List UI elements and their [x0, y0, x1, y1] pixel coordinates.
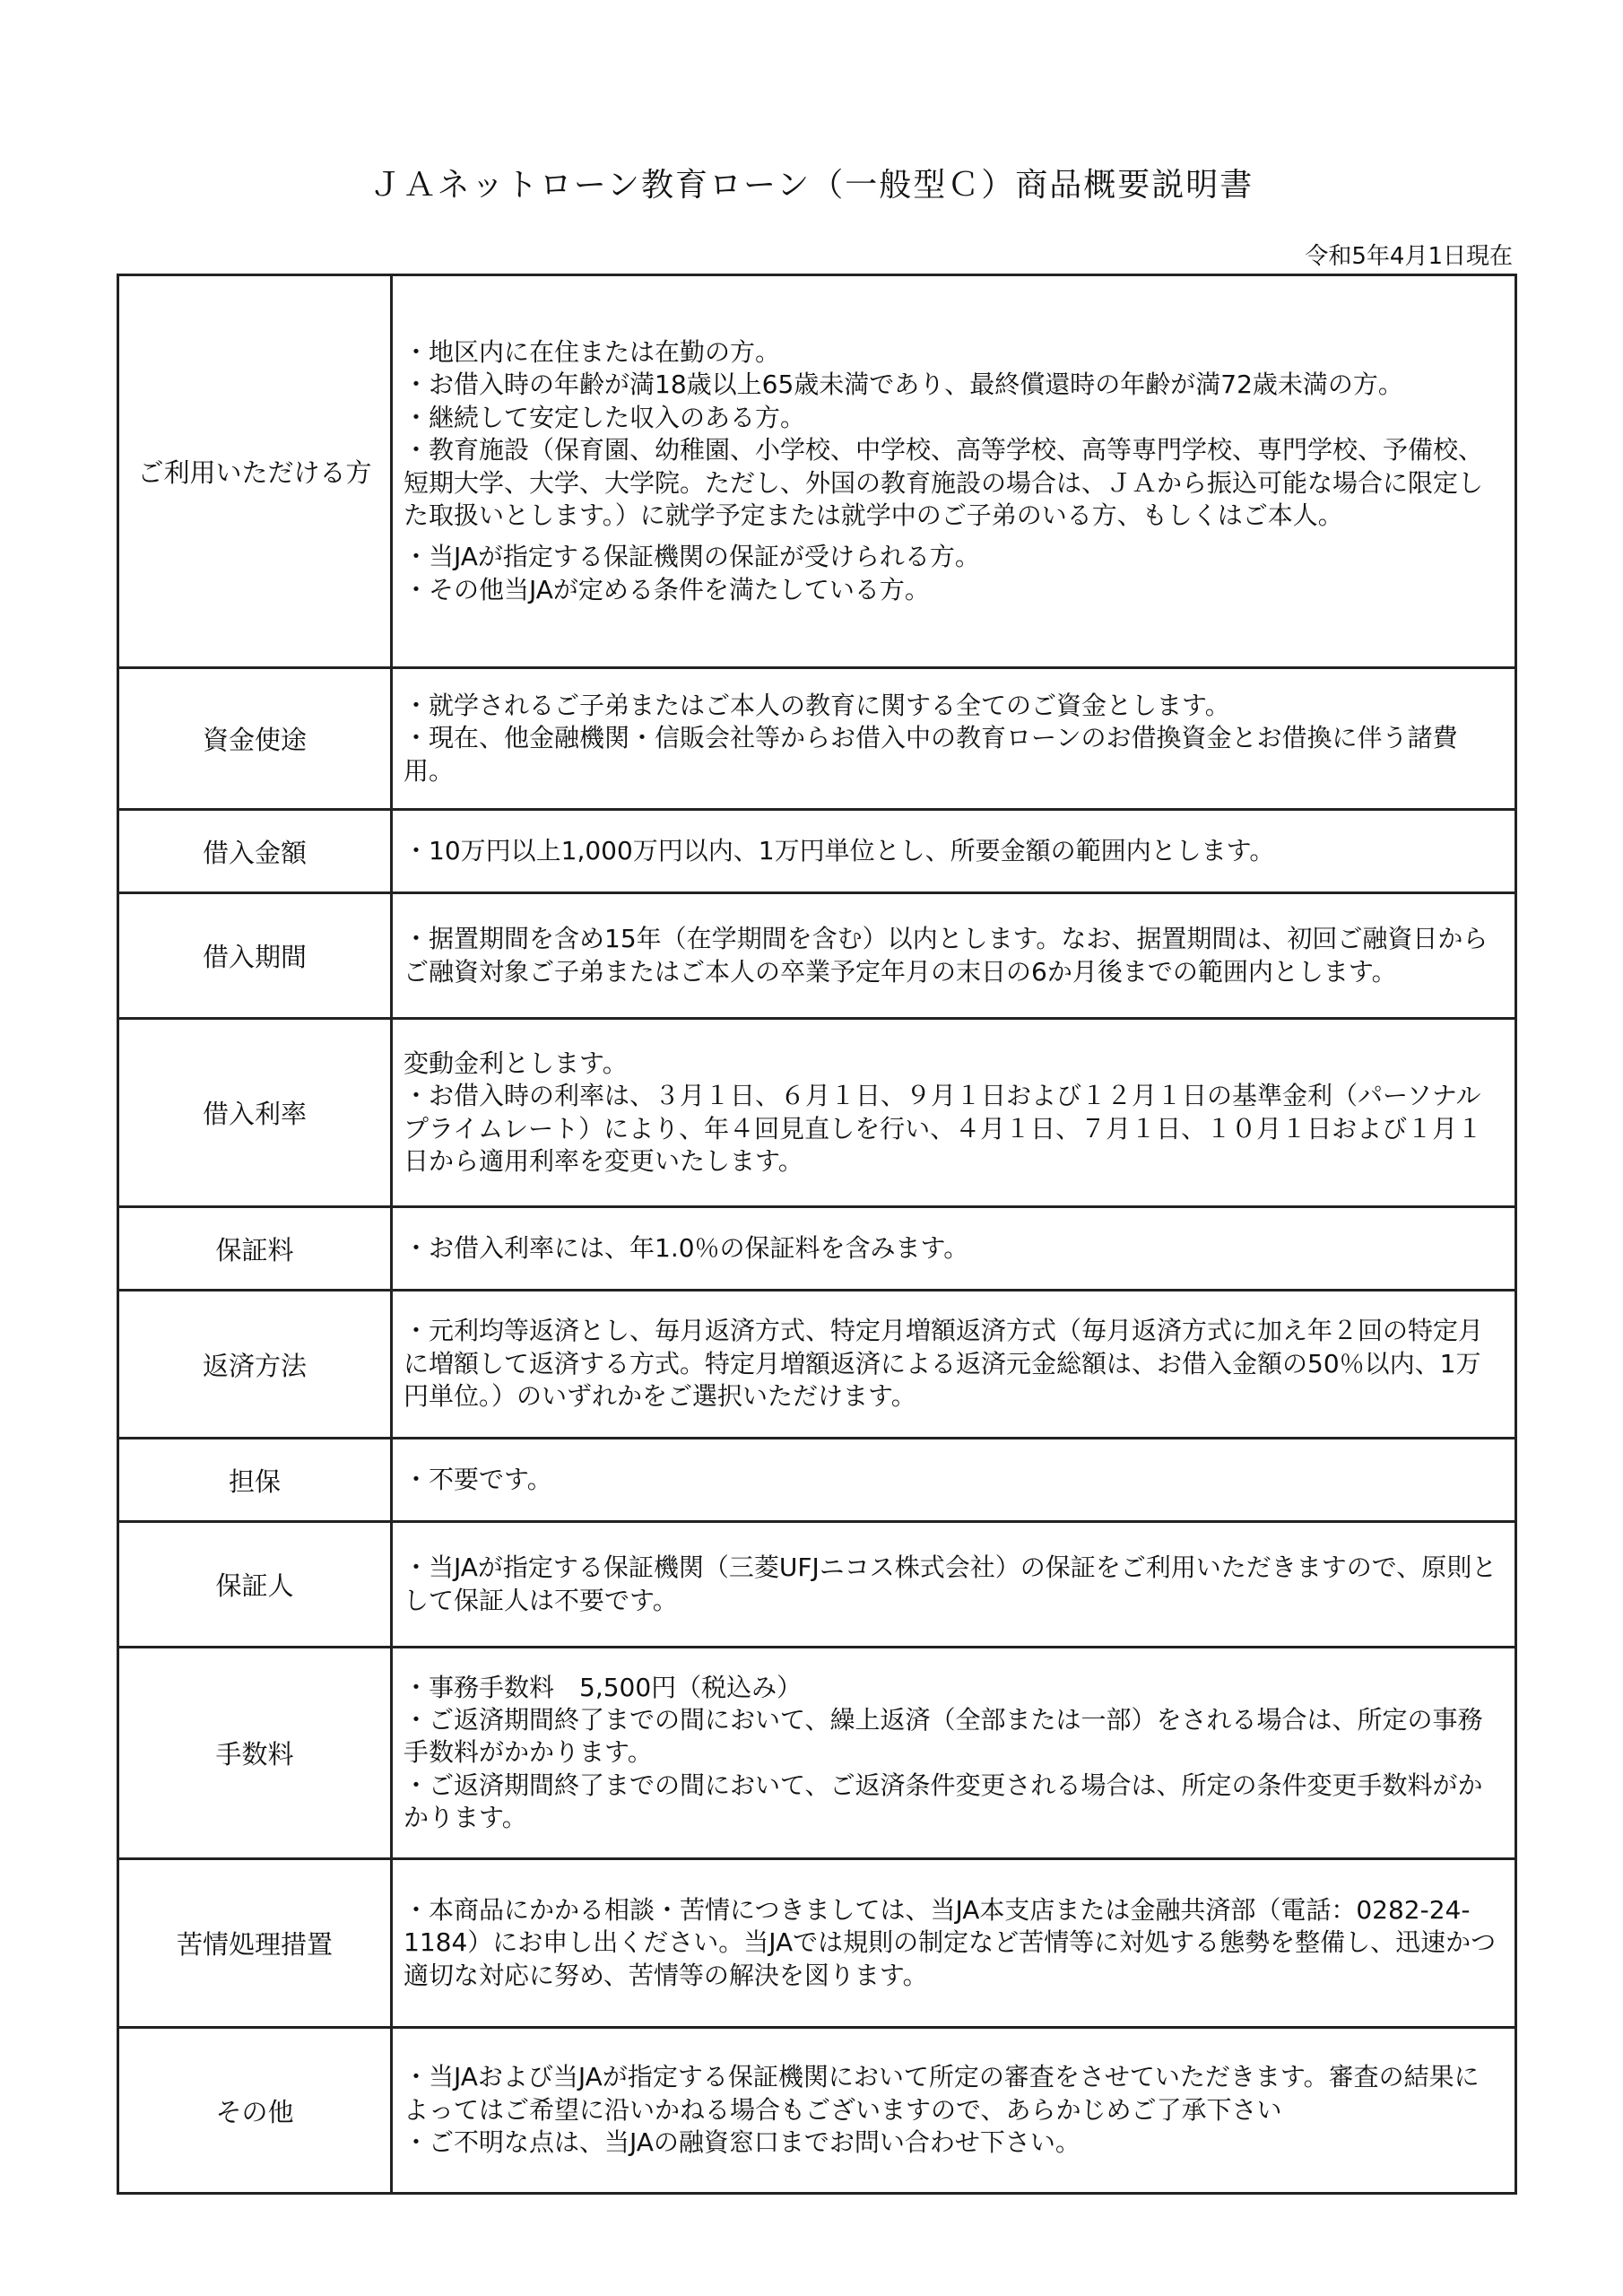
- content-line: 変動金利とします。: [404, 1048, 628, 1078]
- table-row: [118, 1522, 1516, 1648]
- content-line: ・当JAが指定する保証機関（三菱UFJニコス株式会社）の保証をご利用いただきますので、原則として保証人は不要です。: [404, 1552, 1497, 1615]
- content-line: ・継続して安定した収入のある方。: [404, 402, 806, 432]
- row-label: 苦情処理措置: [118, 1859, 392, 2028]
- row-content: [392, 1859, 1516, 2028]
- row-label: 資金使途: [118, 668, 392, 810]
- content-line: ・お借入時の年齢が満18歳以上65歳未満であり、最終償還時の年齢が満72歳未満の方。: [404, 370, 1403, 400]
- table-row: [118, 1207, 1516, 1291]
- content-line: ・不要です。: [404, 1464, 552, 1494]
- row-content: [392, 1207, 1516, 1291]
- table-row: [118, 893, 1516, 1019]
- content-line: ・事務手数料 5,500円（税込み）: [404, 1672, 803, 1702]
- content-line: ・教育施設（保育園、幼稚園、小学校、中学校、高等学校、高等専門学校、専門学校、予備校、短期大学、大学、大学院。ただし、外国の教育施設の場合は、ＪＡから振込可能な場合に限定した取扱いとします。）に就学予定または就学中のご子弟のいる方、もしくはご本人。: [404, 435, 1484, 530]
- table-row: [118, 1439, 1516, 1522]
- content-line: ・ご返済期間終了までの間において、繰上返済（全部または一部）をされる場合は、所定の事務手数料がかかります。: [404, 1704, 1483, 1768]
- content-line: ・お借入利率には、年1.0％の保証料を含みます。: [404, 1232, 969, 1263]
- row-content: [392, 1522, 1516, 1648]
- row-content: [392, 1648, 1516, 1859]
- content-line: ・当JAおよび当JAが指定する保証機関において所定の審査をさせていただきます。審査の結果によってはご希望に沿いかねる場合もございますので、あらかじめご了承下さい: [404, 2062, 1480, 2125]
- row-label: 借入期間: [118, 893, 392, 1019]
- content-line: ・就学されるご子弟またはご本人の教育に関する全てのご資金とします。: [404, 690, 1230, 720]
- row-label: 担保: [118, 1439, 392, 1522]
- content-line: ・当JAが指定する保証機関の保証が受けられる方。: [404, 542, 980, 572]
- row-content: [392, 668, 1516, 810]
- table-row: [118, 2028, 1516, 2194]
- row-label: 返済方法: [118, 1291, 392, 1439]
- table-row: [118, 1019, 1516, 1207]
- content-line: ・現在、他金融機関・信販会社等からお借入中の教育ローンのお借換資金とお借換に伴う諸費用。: [404, 723, 1458, 786]
- content-line: ・その他当JAが定める条件を満たしている方。: [404, 574, 930, 604]
- row-label: ご利用いただける方: [118, 275, 392, 668]
- row-label: 保証料: [118, 1207, 392, 1291]
- table-row: [118, 1859, 1516, 2028]
- table-row: [118, 1648, 1516, 1859]
- row-label: 借入利率: [118, 1019, 392, 1207]
- content-line: ・お借入時の利率は、３月１日、６月１日、９月１日および１２月１日の基準金利（パーソナルプライムレート）により、年４回見直しを行い、４月１日、７月１日、１０月１日および１月１日から適用利率を変更いたします。: [404, 1081, 1483, 1176]
- content-line: ・ご返済期間終了までの間において、ご返済条件変更される場合は、所定の条件変更手数料がかかります。: [404, 1770, 1483, 1833]
- row-content: [392, 1019, 1516, 1207]
- product-summary-table: [117, 274, 1517, 2195]
- row-content: [392, 2028, 1516, 2194]
- row-label: 保証人: [118, 1522, 392, 1648]
- row-content: [392, 810, 1516, 893]
- table-row: [118, 275, 1516, 668]
- row-content: [392, 1291, 1516, 1439]
- table-row: [118, 668, 1516, 810]
- content-line: ・元利均等返済とし、毎月返済方式、特定月増額返済方式（毎月返済方式に加え年２回の特定月に増額して返済する方式。特定月増額返済による返済元金総額は、お借入金額の50％以内、1万円単位。）のいずれかをご選択いただけます。: [404, 1316, 1484, 1412]
- row-content: [392, 275, 1516, 668]
- row-label: その他: [118, 2028, 392, 2194]
- row-content: [392, 1439, 1516, 1522]
- row-label: 手数料: [118, 1648, 392, 1859]
- effective-date: 令和5年4月1日現在: [1305, 243, 1513, 270]
- table-row: [118, 810, 1516, 893]
- table-row: [118, 1291, 1516, 1439]
- content-line: ・本商品にかかる相談・苦情につきましては、当JA本支店または金融共済部（電話：0282-24-1184）にお申し出ください。当JAでは規則の制定など苦情等に対処する態勢を整備し、迅速かつ適切な対応に努め、苦情等の解決を図ります。: [404, 1894, 1497, 1990]
- row-content: [392, 893, 1516, 1019]
- row-label: 借入金額: [118, 810, 392, 893]
- content-line: ・ご不明な点は、当JAの融資窓口までお問い合わせ下さい。: [404, 2127, 1081, 2158]
- page-title: ＪＡネットローン教育ローン（一般型Ｃ）商品概要説明書: [369, 167, 1254, 204]
- content-line: ・据置期間を含め15年（在学期間を含む）以内とします。なお、据置期間は、初回ご融資日からご融資対象ご子弟またはご本人の卒業予定年月の末日の6か月後までの範囲内とします。: [404, 924, 1488, 987]
- content-line: ・10万円以上1,000万円以内、1万円単位とし、所要金額の範囲内とします。: [404, 835, 1275, 865]
- content-line: ・地区内に在住または在勤の方。: [404, 336, 781, 367]
